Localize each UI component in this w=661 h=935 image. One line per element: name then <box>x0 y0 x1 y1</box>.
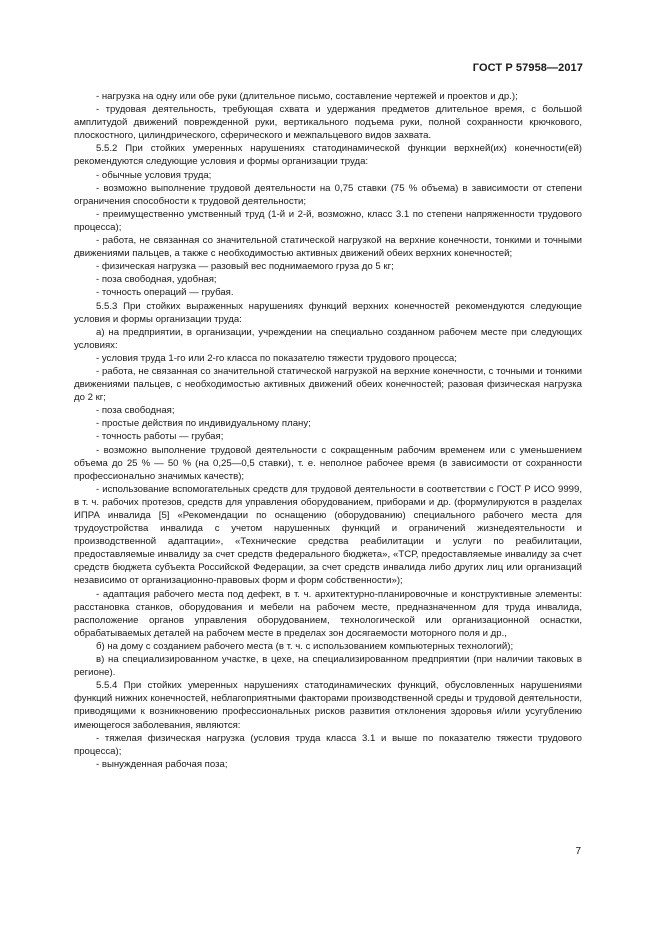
body-text <box>74 90 582 771</box>
paragraph: - физическая нагрузка — разовый вес поднимаемого груза до 5 кг; <box>96 261 394 273</box>
paragraph: а) на предприятии, в организации, учреждении на специально созданном рабочем месте при следующих условиях: <box>74 326 582 351</box>
paragraph: - условия труда 1-го или 2-го класса по показателю тяжести трудового процесса; <box>96 352 457 364</box>
paragraph: 5.5.2 При стойких умеренных нарушениях статодинамической функции верхней(их) конечности(ей) рекомендуются следующие условия и формы организации труда: <box>74 143 582 168</box>
paragraph: - вынужденная рабочая поза; <box>96 758 228 770</box>
paragraph: - возможно выполнение трудовой деятельности на 0,75 ставки (75 % объема) в зависимости от степени ограничения способности к трудовой деятельности; <box>74 182 582 207</box>
paragraph: - преимущественно умственный труд (1-й и 2-й, возможно, класс 3.1 по степени напряженности трудового процесса); <box>74 208 582 233</box>
paragraph: - тяжелая физическая нагрузка (условия труда класса 3.1 и выше по показателю тяжести трудового процесса); <box>74 732 582 757</box>
paragraph: 5.5.4 При стойких умеренных нарушениях статодинамических функций, обусловленных нарушениями функций нижних конечностей, неблагоприятными факторами производственной среды и трудовой деятельности, приводящими к возникновению профессиональных рисков развития отклонения здоровья и/или усугублению имеющегося заболевания, являются: <box>74 680 582 731</box>
paragraph: - работа, не связанная со значительной статической нагрузкой на верхние конечности, с точными и тонкими движениями пальцев, с необходимостью активных движений обеих конечностей; разовая физическая нагрузка до 2 кг; <box>74 365 582 404</box>
paragraph: - возможно выполнение трудовой деятельности с сокращенным рабочим временем или с уменьшением объема до 25 % — 50 % (на 0,25—0,5 ставки), т. е. неполное рабочее время (в зависимости от сохранности профессионально значимых качеств); <box>74 444 582 482</box>
paragraph: - поза свободная, удобная; <box>96 274 217 286</box>
paragraph: - работа, не связанная со значительной статической нагрузкой на верхние конечности, тонкими и точными движениями пальцев, а также с необходимостью активных движений обеих верхних конечностей; <box>74 235 582 260</box>
paragraph: - нагрузка на одну или обе руки (длительное письмо, составление чертежей и проектов и др.); <box>96 91 518 102</box>
paragraph: в) на специализированном участке, в цехе, на специализированном предприятии (при наличии таковых в регионе). <box>74 654 582 679</box>
document-header: ГОСТ Р 57958—2017 <box>472 62 583 74</box>
paragraph: - точность операций — грубая. <box>96 287 234 299</box>
page-number: 7 <box>575 846 581 857</box>
paragraph: - трудовая деятельность, требующая схвата и удержания предметов длительное время, с большой амплитудой движений поврежденной руки, вертикального подъема руки, полной сохранности крючкового, плоскостного, цилиндрического, сферического и межпальцевого видов захвата. <box>74 104 582 142</box>
paragraph: - точность работы — грубая; <box>96 431 224 443</box>
paragraph: - простые действия по индивидуальному плану; <box>96 418 311 430</box>
paragraph: б) на дому с созданием рабочего места (в т. ч. с использованием компьютерных технологий); <box>96 640 514 652</box>
paragraph: - адаптация рабочего места под дефект, в т. ч. архитектурно-планировочные и конструктивные элементы: расстановка станков, оборудования и мебели на рабочем месте, предназначенном для труда инвалида, расположение органов управления оборудованием, технологической или организационной оснастки, обрабатываемых деталей на рабочем месте в пределах зон досягаемости моторного поля и др., <box>74 588 582 639</box>
paragraph: - поза свободная; <box>96 405 175 417</box>
paragraph: - использование вспомогательных средств для трудовой деятельности в соответствии с ГОСТ Р ИСО 9999, в т. ч. рабочих протезов, средств для управления оборудованием, приборами и др. (формулируются в разделах ИПРА инвалида [5] «Рекомендации по оснащению (оборудованию) специального рабочего места для трудоустройства инвалида с учетом нарушенных функций и ограничений жизнедеятельности и производственной адаптации», «Технические средства реабилитации и услуги по реабилитации, предоставляемые инвалиду за счет средств федерального бюджета», «ТСР, предоставляемые инвалиду за счет средств бюджета субъекта Российской Федерации, за счет средств инвалида либо других лиц или организаций независимо от организационно-правовых форм и форм собственности»); <box>74 483 582 587</box>
paragraph: - обычные условия труда; <box>96 169 212 181</box>
paragraph: 5.5.3 При стойких выраженных нарушениях функций верхних конечностей рекомендуются следующие условия и формы организации труда: <box>74 300 582 325</box>
